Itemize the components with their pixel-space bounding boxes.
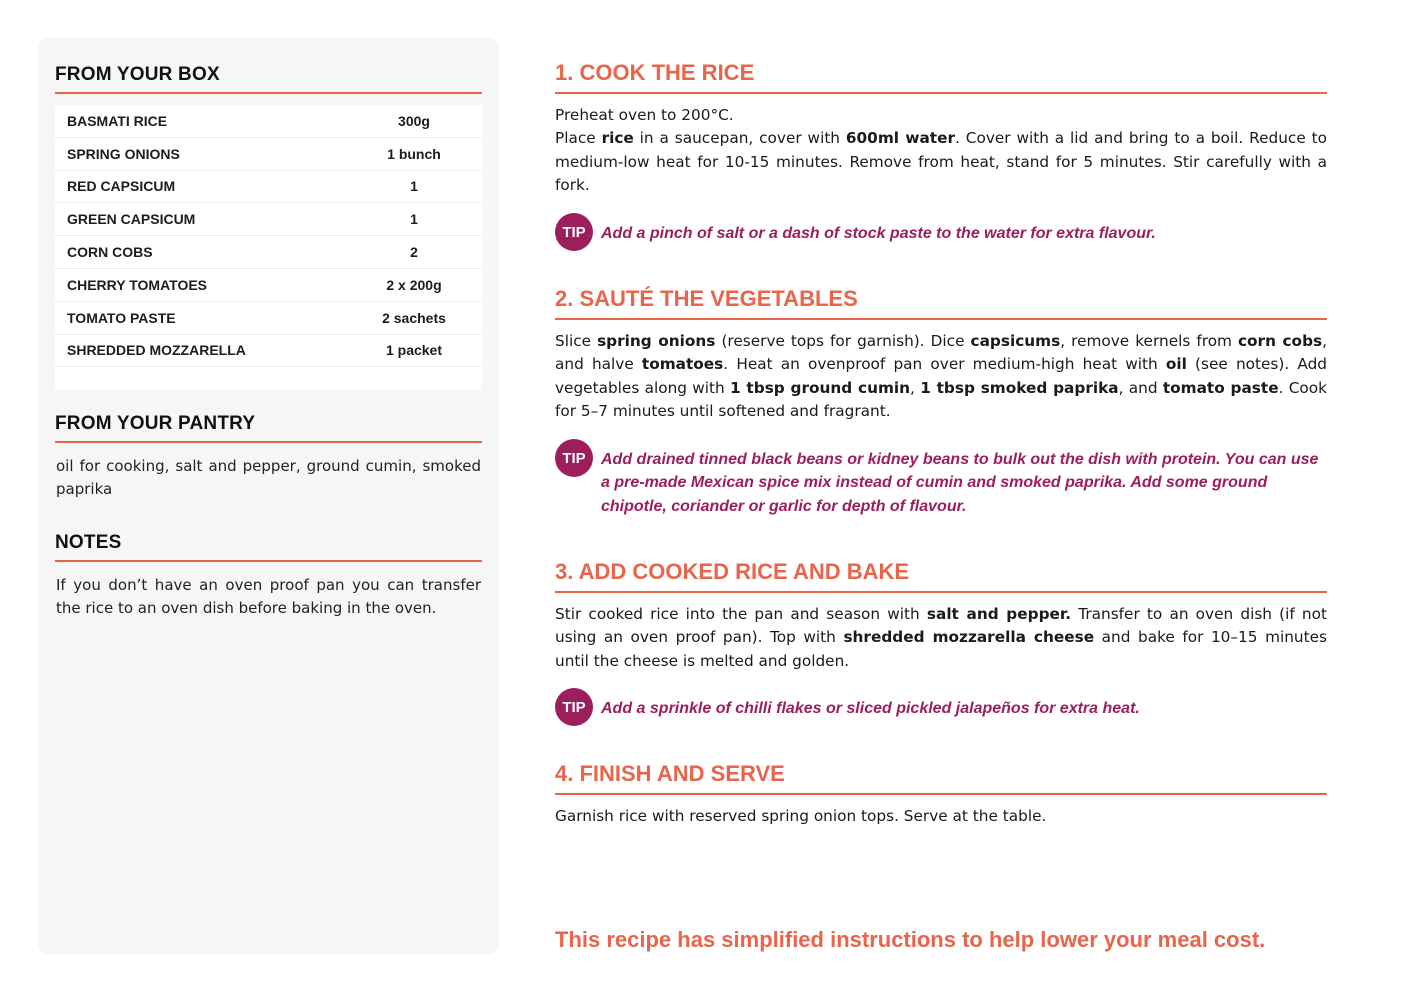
step-1-tip — [555, 213, 1327, 251]
box-ingredient-row — [55, 302, 482, 335]
ingredient-name: SHREDDED MOZZARELLA — [67, 342, 246, 359]
box-ingredient-row — [55, 138, 482, 171]
box-ingredient-row — [55, 171, 482, 204]
ingredient-qty: 2 — [410, 244, 418, 261]
box-ingredients-table — [55, 105, 482, 390]
ingredient-name: BASMATI RICE — [67, 112, 168, 129]
tip-text: Add drained tinned black beans or kidney beans to bulk out the dish with protein. You can use a pre-made Mexican spice mix instead of cumin and smoked paprika. Add some ground chipotle, coriander or garlic for depth of flavour. — [601, 451, 1319, 515]
step-3-text: Stir cooked rice into the pan and season with salt and pepper. Transfer to an oven dish (if not using an oven proof pan). Top with shredded mozzarella cheese and bake for 10–15 minutes until the cheese is melted and golden. — [555, 605, 1327, 670]
step-3-title: 3. ADD COOKED RICE AND BAKE — [555, 559, 1327, 593]
tip-badge: TIP — [555, 213, 593, 251]
ingredient-qty: 1 — [410, 178, 418, 195]
footer-note: This recipe has simplified instructions to help lower your meal cost. — [555, 927, 1266, 952]
step-2-tip — [555, 439, 1327, 518]
tip-badge: TIP — [555, 688, 593, 726]
ingredient-name: TOMATO PASTE — [67, 309, 176, 326]
ingredient-qty: 300g — [398, 112, 430, 129]
notes-section-title: NOTES — [55, 532, 482, 562]
ingredient-qty: 1 packet — [385, 342, 443, 359]
ingredient-qty: 2 x 200g — [386, 276, 442, 293]
ingredient-name: RED CAPSICUM — [67, 178, 176, 195]
box-section-title: FROM YOUR BOX — [55, 64, 482, 94]
notes-text: If you don’t have an oven proof pan you can transfer the rice to an oven dish before baking in the oven. — [56, 576, 481, 617]
box-ingredient-row — [55, 269, 482, 302]
ingredient-name: CHERRY TOMATOES — [67, 276, 208, 293]
pantry-section-title: FROM YOUR PANTRY — [55, 413, 482, 443]
pantry-text: oil for cooking, salt and pepper, ground cumin, smoked paprika — [56, 457, 481, 498]
ingredient-qty: 1 bunch — [387, 145, 441, 162]
ingredient-name: CORN COBS — [67, 244, 153, 261]
step-1-title: 1. COOK THE RICE — [555, 60, 1327, 94]
step-1-text: Preheat oven to 200°C. Place rice in a saucepan, cover with 600ml water. Cover with a lid and bring to a boil. Reduce to medium-low heat for 10-15 minutes. Remove from heat, stand for 5 minutes. Stir carefully with a fork. — [555, 106, 1327, 195]
box-ingredient-row — [55, 105, 482, 138]
tip-badge: TIP — [555, 439, 593, 477]
ingredient-qty: 1 — [410, 211, 418, 228]
tip-text: Add a pinch of salt or a dash of stock paste to the water for extra flavour. — [601, 225, 1156, 242]
step-2-text: Slice spring onions (reserve tops for garnish). Dice capsicums, remove kernels from corn cobs, and halve tomatoes. Heat an ovenproof pan over medium-high heat with oil (see notes). Add vegetables along with 1 tbsp ground cumin, 1 tbsp smoked paprika, and tomato paste. Cook for 5–7 minutes until softened and fragrant. — [555, 332, 1327, 421]
step-3-tip — [555, 688, 1327, 726]
ingredient-name: SPRING ONIONS — [67, 145, 180, 162]
ingredient-qty: 2 sachets — [382, 309, 446, 326]
ingredients-sidebar — [38, 38, 499, 954]
box-ingredient-row — [55, 203, 482, 236]
ingredient-name: GREEN CAPSICUM — [67, 211, 196, 228]
step-4-text: Garnish rice with reserved spring onion tops. Serve at the table. — [555, 807, 1047, 825]
box-ingredient-row — [55, 335, 482, 368]
step-2-title: 2. SAUTÉ THE VEGETABLES — [555, 286, 1327, 320]
step-4-title: 4. FINISH AND SERVE — [555, 761, 1327, 795]
box-ingredient-row — [55, 236, 482, 269]
tip-text: Add a sprinkle of chilli flakes or sliced pickled jalapeños for extra heat. — [601, 700, 1140, 717]
